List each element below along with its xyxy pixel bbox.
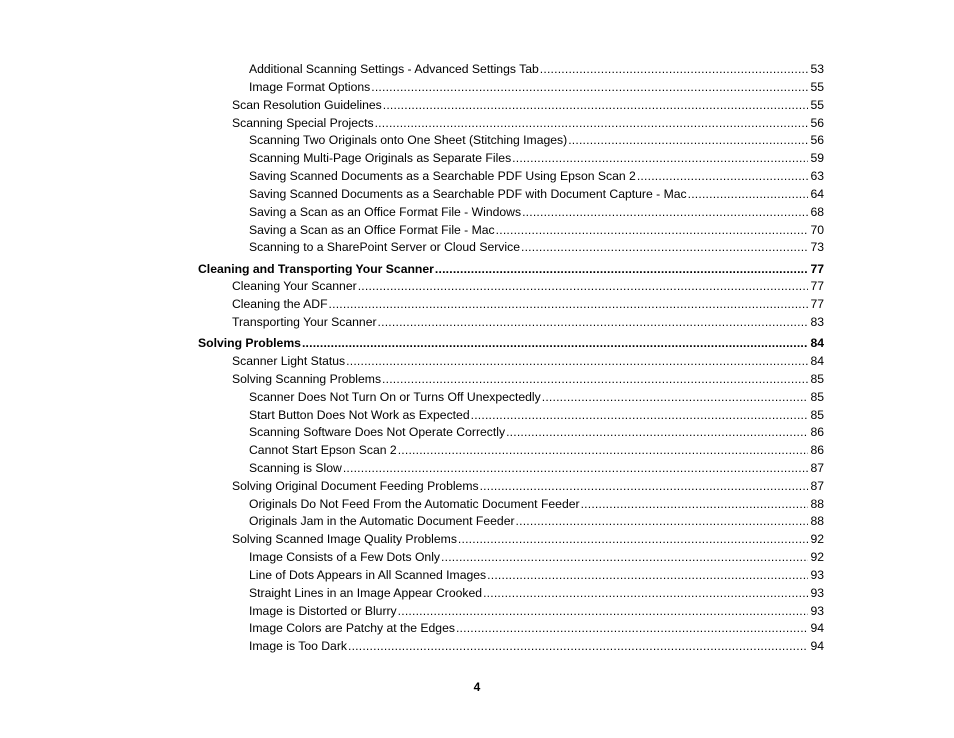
toc-entry-title: Cleaning and Transporting Your Scanner <box>198 262 434 276</box>
toc-entry[interactable] <box>249 79 824 95</box>
toc-entry-title: Line of Dots Appears in All Scanned Images <box>249 568 487 582</box>
dot-leader <box>358 278 809 294</box>
dot-leader <box>378 314 809 330</box>
toc-entry-page: 77 <box>810 262 824 276</box>
dot-leader <box>522 204 808 220</box>
toc-entry[interactable] <box>249 132 824 148</box>
toc-entry-page: 85 <box>810 372 824 386</box>
dot-leader <box>512 150 808 166</box>
toc-entry[interactable] <box>249 638 824 654</box>
toc-entry-title: Image Consists of a Few Dots Only <box>249 550 441 564</box>
dot-leader <box>487 567 808 583</box>
toc-entry-title: Solving Scanned Image Quality Problems <box>232 532 457 546</box>
toc-entry-page: 94 <box>810 639 824 653</box>
toc-entry[interactable] <box>249 222 824 238</box>
toc-entry[interactable] <box>249 442 824 458</box>
toc-entry-page: 85 <box>810 390 824 404</box>
toc-entry-page: 83 <box>810 315 824 329</box>
toc-entry-title: Solving Original Document Feeding Problems <box>232 479 479 493</box>
toc-entry-page: 68 <box>810 205 824 219</box>
toc-entry[interactable] <box>249 239 824 255</box>
toc-entry-title: Originals Jam in the Automatic Document Feeder <box>249 514 515 528</box>
toc-entry-page: 93 <box>810 604 824 618</box>
dot-leader <box>348 638 808 654</box>
toc-entry-page: 56 <box>810 116 824 130</box>
dot-leader <box>382 371 808 387</box>
toc-entry-title: Scanner Light Status <box>232 354 346 368</box>
dot-leader <box>581 496 809 512</box>
toc-entry-page: 64 <box>810 187 824 201</box>
dot-leader <box>480 478 809 494</box>
toc-entry-page: 88 <box>810 497 824 511</box>
toc-entry-page: 86 <box>810 443 824 457</box>
toc-entry[interactable] <box>249 496 824 512</box>
dot-leader <box>398 442 809 458</box>
dot-leader <box>521 239 808 255</box>
toc-entry[interactable] <box>249 389 824 405</box>
toc-entry-page: 56 <box>810 133 824 147</box>
toc-entry-page: 53 <box>810 62 824 76</box>
toc-entry[interactable] <box>249 204 824 220</box>
toc-chapter-entry[interactable] <box>198 261 824 277</box>
toc-entry-page: 70 <box>810 223 824 237</box>
toc-entry[interactable] <box>249 150 824 166</box>
dot-leader <box>506 424 808 440</box>
dot-leader <box>471 407 809 423</box>
toc-entry-page: 87 <box>810 479 824 493</box>
toc-entry[interactable] <box>249 61 824 77</box>
toc-entry-page: 55 <box>810 80 824 94</box>
toc-entry[interactable] <box>249 407 824 423</box>
toc-entry-page: 93 <box>810 568 824 582</box>
toc-entry-title: Start Button Does Not Work as Expected <box>249 408 470 422</box>
dot-leader <box>346 353 808 369</box>
toc-chapter-entry[interactable] <box>198 335 824 351</box>
toc-entry-title: Cannot Start Epson Scan 2 <box>249 443 397 457</box>
toc-entry-page: 92 <box>810 532 824 546</box>
toc-entry[interactable] <box>249 549 824 565</box>
dot-leader <box>688 186 809 202</box>
toc-entry-title: Image Colors are Patchy at the Edges <box>249 621 455 635</box>
toc-entry-title: Scan Resolution Guidelines <box>232 98 382 112</box>
dot-leader <box>542 389 809 405</box>
toc-entry[interactable] <box>232 371 824 387</box>
toc-entry-page: 88 <box>810 514 824 528</box>
toc-entry[interactable] <box>232 278 824 294</box>
dot-leader <box>483 585 808 601</box>
toc-entry[interactable] <box>232 115 824 131</box>
toc-entry[interactable] <box>232 314 824 330</box>
dot-leader <box>458 531 809 547</box>
dot-leader <box>540 61 809 77</box>
toc-entry-title: Image is Too Dark <box>249 639 347 653</box>
toc-entry[interactable] <box>232 296 824 312</box>
toc-entry-title: Transporting Your Scanner <box>232 315 377 329</box>
toc-entry[interactable] <box>249 585 824 601</box>
dot-leader <box>637 168 809 184</box>
toc-entry-page: 86 <box>810 425 824 439</box>
toc-entry-page: 93 <box>810 586 824 600</box>
toc-entry-page: 63 <box>810 169 824 183</box>
toc-entry-title: Scanning to a SharePoint Server or Cloud Service <box>249 240 520 254</box>
toc-entry-title: Image Format Options <box>249 80 371 94</box>
toc-entry[interactable] <box>249 620 824 636</box>
toc-entry-page: 55 <box>810 98 824 112</box>
toc-entry[interactable] <box>249 603 824 619</box>
toc-entry-page: 94 <box>810 621 824 635</box>
toc-entry-title: Saving Scanned Documents as a Searchable PDF with Document Capture - Mac <box>249 187 687 201</box>
dot-leader <box>496 222 809 238</box>
toc-entry-title: Scanning Multi-Page Originals as Separate Files <box>249 151 512 165</box>
toc-entry[interactable] <box>249 460 824 476</box>
dot-leader <box>398 603 809 619</box>
dot-leader <box>383 97 809 113</box>
toc-entry-title: Saving a Scan as an Office Format File - Windows <box>249 205 522 219</box>
toc-entry[interactable] <box>249 513 824 529</box>
toc-entry-title: Scanning is Slow <box>249 461 342 475</box>
toc-entry-title: Image is Distorted or Blurry <box>249 604 397 618</box>
toc-entry-title: Solving Scanning Problems <box>232 372 382 386</box>
toc-entry[interactable] <box>249 424 824 440</box>
toc-entry-page: 84 <box>810 354 824 368</box>
toc-entry-title: Scanning Two Originals onto One Sheet (Stitching Images) <box>249 133 568 147</box>
toc-entry-title: Scanning Software Does Not Operate Correctly <box>249 425 506 439</box>
toc-entry-title: Cleaning the ADF <box>232 297 328 311</box>
toc-entry[interactable] <box>232 97 824 113</box>
dot-leader <box>435 261 809 277</box>
toc-entry-page: 92 <box>810 550 824 564</box>
dot-leader <box>441 549 808 565</box>
toc-entry[interactable] <box>232 353 824 369</box>
toc-entry-title: Originals Do Not Feed From the Automatic Document Feeder <box>249 497 580 511</box>
toc-entry-page: 85 <box>810 408 824 422</box>
toc-entry-title: Solving Problems <box>198 336 301 350</box>
toc-entry-title: Straight Lines in an Image Appear Crooked <box>249 586 483 600</box>
toc-entry-title: Saving a Scan as an Office Format File - Mac <box>249 223 495 237</box>
toc-entry-title: Cleaning Your Scanner <box>232 279 357 293</box>
toc-entry[interactable] <box>249 567 824 583</box>
toc-entry-title: Saving Scanned Documents as a Searchable PDF Using Epson Scan 2 <box>249 169 636 183</box>
toc-entry-page: 73 <box>810 240 824 254</box>
toc-entry-page: 77 <box>810 297 824 311</box>
toc-entry-page: 84 <box>810 336 824 350</box>
toc-entry-page: 87 <box>810 461 824 475</box>
dot-leader <box>456 620 808 636</box>
dot-leader <box>375 115 809 131</box>
toc-entry[interactable] <box>232 531 824 547</box>
toc-entry-title: Additional Scanning Settings - Advanced Settings Tab <box>249 62 539 76</box>
toc-entry[interactable] <box>232 478 824 494</box>
dot-leader <box>371 79 808 95</box>
dot-leader <box>302 335 808 351</box>
page-number: 4 <box>473 680 481 694</box>
toc-entry-title: Scanning Special Projects <box>232 116 374 130</box>
dot-leader <box>343 460 809 476</box>
toc-entry[interactable] <box>249 168 824 184</box>
toc-entry[interactable] <box>249 186 824 202</box>
dot-leader <box>516 513 809 529</box>
toc-entry-page: 77 <box>810 279 824 293</box>
toc-entry-title: Scanner Does Not Turn On or Turns Off Unexpectedly <box>249 390 541 404</box>
dot-leader <box>329 296 809 312</box>
dot-leader <box>568 132 808 148</box>
toc-entry-page: 59 <box>810 151 824 165</box>
